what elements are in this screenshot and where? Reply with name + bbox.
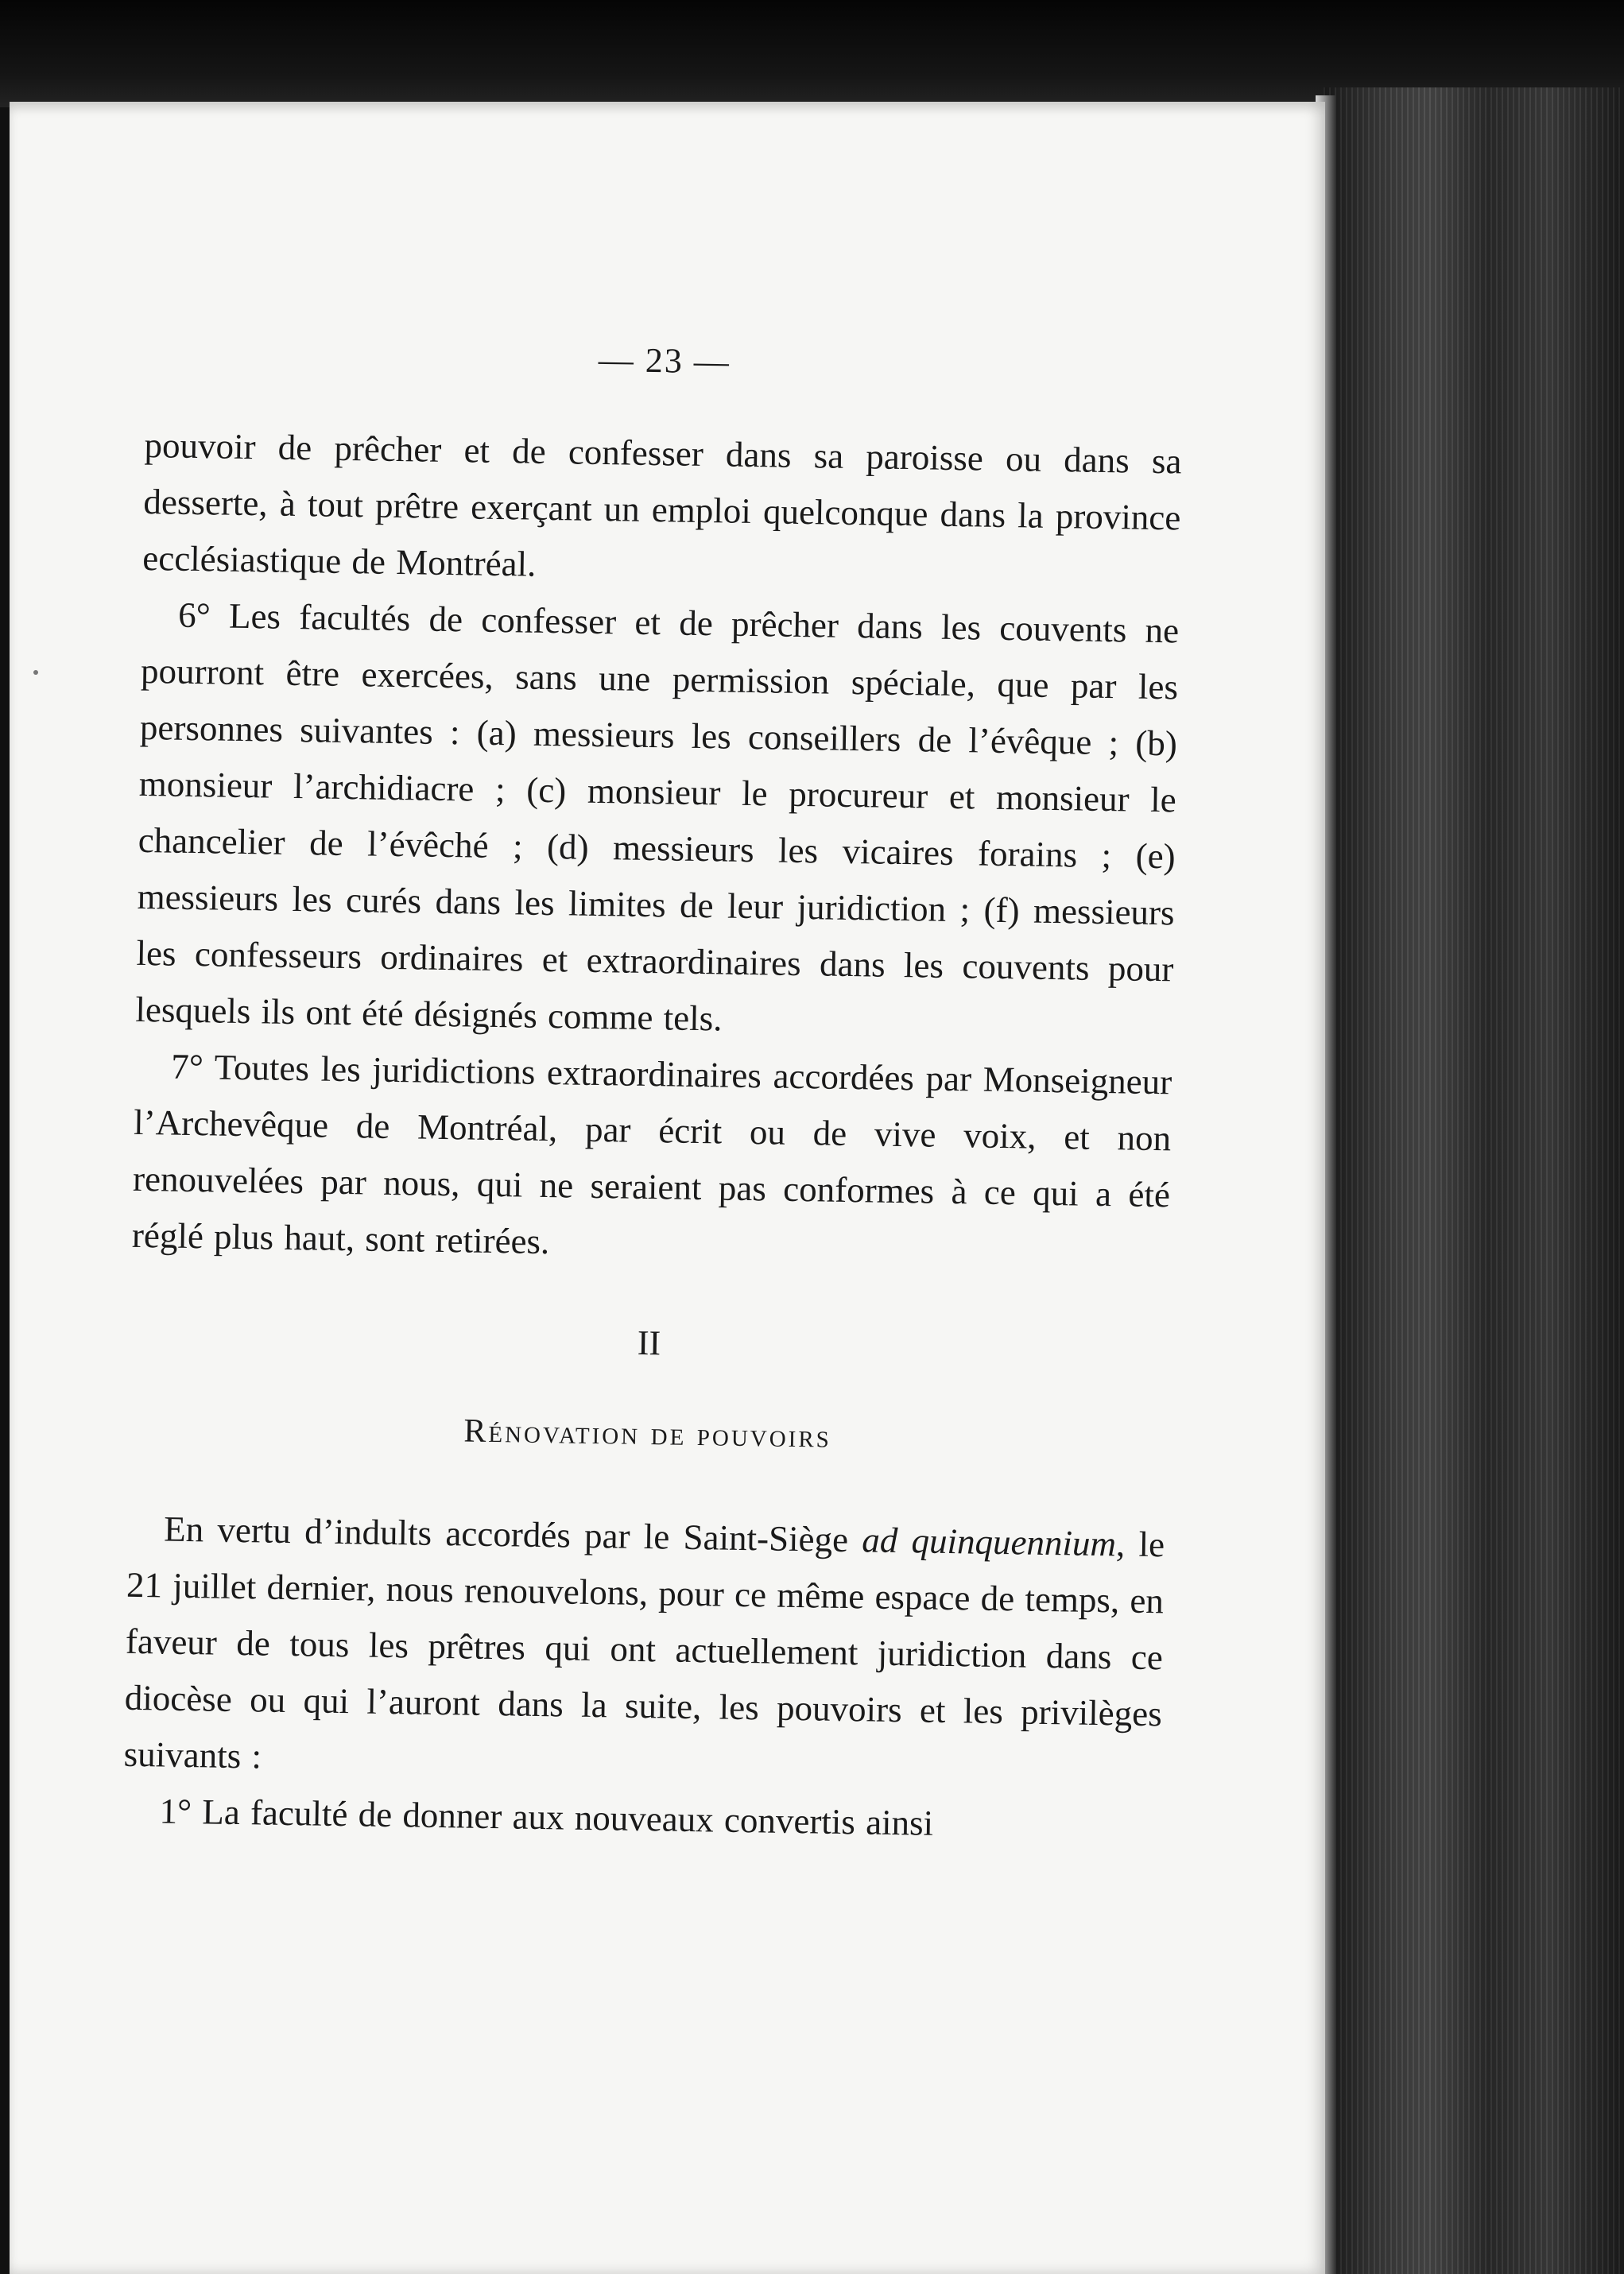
paragraph-item-7: 7° Toutes les juridictions extraordinaires accordées par Monseigneur l’Archevêque de Montréal, par écrit ou de vive voix, et non renouvelées par nous, qui ne seraient pas conformes à ce qui a été réglé plus haut, sont retirées. xyxy=(131,1046,1172,1262)
book-spine xyxy=(1324,87,1624,2274)
latin-phrase: ad quinquennium xyxy=(861,1520,1117,1564)
page-number: — 23 — xyxy=(598,339,731,382)
book-page xyxy=(10,102,1325,2274)
paper-speck xyxy=(33,670,38,675)
paragraph-item-1-start: 1° La faculté de donner aux nouveaux convertis ainsi xyxy=(159,1791,934,1843)
paragraph-renovation-rest: , le 21 juillet dernier, nous renouvelons, pour ce même espace de temps, en faveur de tous les prêtres qui ont actuellement juridiction dans ce diocèse ou qui l’auront dans la suite, les pouvoirs et les privilèges suivants : xyxy=(123,1524,1165,1776)
paragraph-renovation xyxy=(123,1501,1165,1799)
paragraph-item-6: 6° Les facultés de confesser et de prêcher dans les couvents ne pourront être exercées, sans une permission spéciale, que par les personnes suivantes : (a) messieurs les conseillers de l’évêque ; (b) monsieur l’archidiacre ; (c) monsieur le procureur et monsieur le chancelier de l’évêché ; (d) messieurs les vicaires forains ; (e) messieurs les curés dans les limites de leur juridiction ; (f) messieurs les confesseurs ordinaires et extraordinaires dans les couvents pour lesquels ils ont été désignés comme tels. xyxy=(135,595,1180,1039)
paragraph-continuation: pouvoir de prêcher et de confesser dans sa paroisse ou dans sa desserte, à tout prêtre exerçant un emploi quelconque dans la province ecclésiastique de Montréal. xyxy=(141,424,1182,584)
page-content xyxy=(122,324,1184,1855)
section-number: II xyxy=(637,1323,661,1363)
section-title: Rénovation de pouvoirs xyxy=(463,1412,832,1455)
paragraph-renovation-lead: En vertu d’indults accordés par le Saint-Siège xyxy=(163,1509,862,1560)
